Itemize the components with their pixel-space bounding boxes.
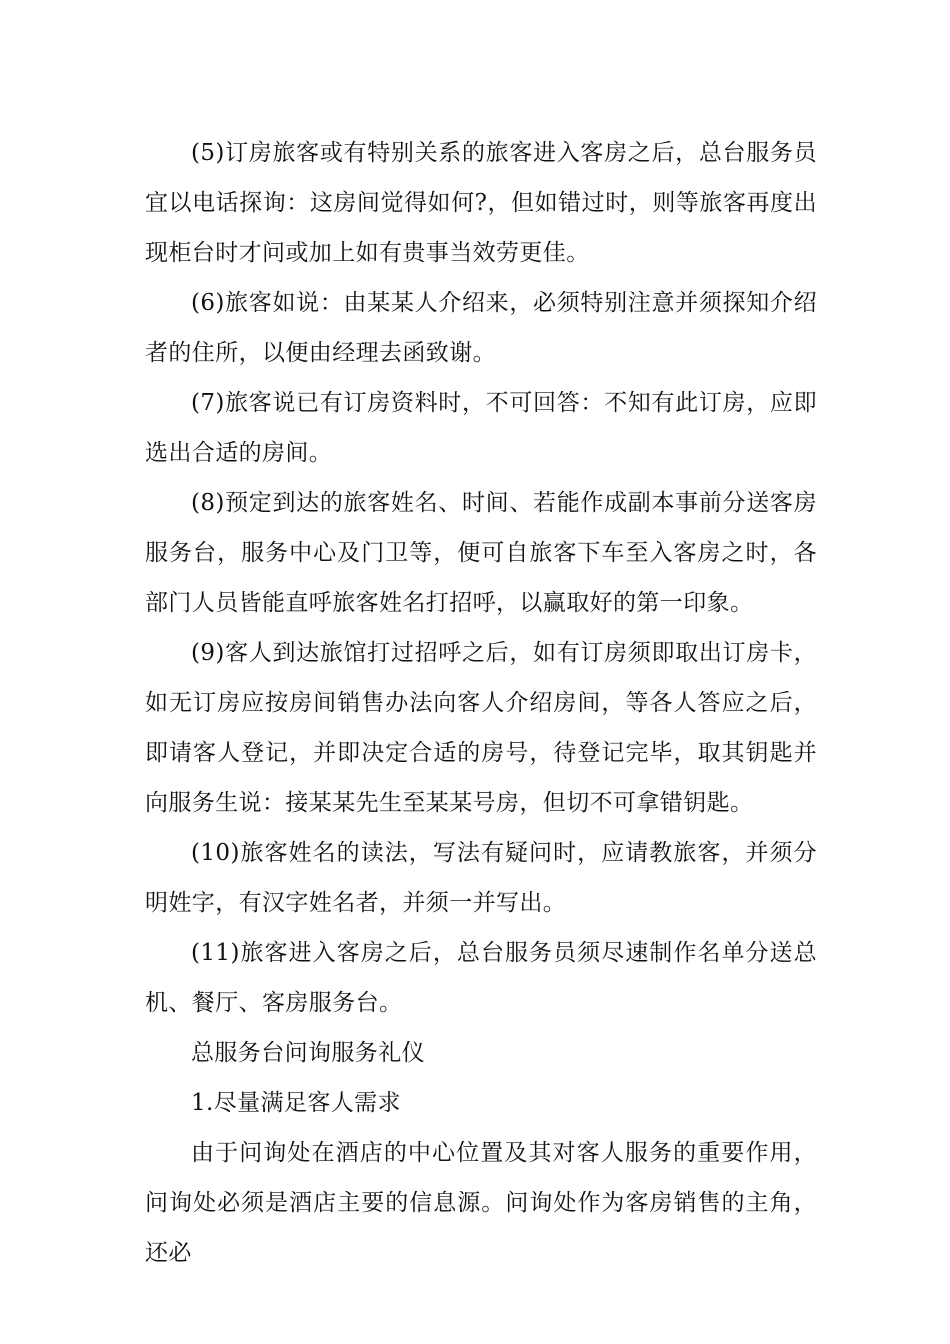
section-heading: 总服务台问询服务礼仪	[191, 1040, 425, 1066]
subsection-heading: 1.尽量满足客人需求	[191, 1090, 401, 1116]
paragraph-5: (5)订房旅客或有特别关系的旅客进入客房之后，总台服务员宜以电话探询：这房间觉得如何?，但如错过时，则等旅客再度出现柜台时才问或加上如有贵事当效劳更佳。	[145, 140, 817, 266]
paragraph-11: (11)旅客进入客房之后，总台服务员须尽速制作名单分送总机、餐厅、客房服务台。	[145, 940, 817, 1016]
paragraph-6: (6)旅客如说：由某某人介绍来，必须特别注意并须探知介绍者的住所，以便由经理去函致谢。	[145, 290, 817, 366]
paragraph-7: (7)旅客说已有订房资料时，不可回答：不知有此订房，应即选出合适的房间。	[145, 390, 817, 466]
paragraph-8: (8)预定到达的旅客姓名、时间、若能作成副本事前分送客房服务台，服务中心及门卫等，便可自旅客下车至入客房之时，各部门人员皆能直呼旅客姓名打招呼，以赢取好的第一印象。	[145, 490, 817, 616]
paragraph-intro: 由于问询处在酒店的中心位置及其对客人服务的重要作用，问询处必须是酒店主要的信息源。问询处作为客房销售的主角，还必	[145, 1140, 817, 1266]
paragraph-9: (9)客人到达旅馆打过招呼之后，如有订房须即取出订房卡，如无订房应按房间销售办法向客人介绍房间，等各人答应之后，即请客人登记，并即决定合适的房号，待登记完毕，取其钥匙并向服务生说：接某某先生至某某号房，但切不可拿错钥匙。	[145, 640, 817, 816]
document-body	[145, 128, 817, 1278]
paragraph-10: (10)旅客姓名的读法，写法有疑问时，应请教旅客，并须分明姓字，有汉字姓名者，并须一并写出。	[145, 840, 817, 916]
